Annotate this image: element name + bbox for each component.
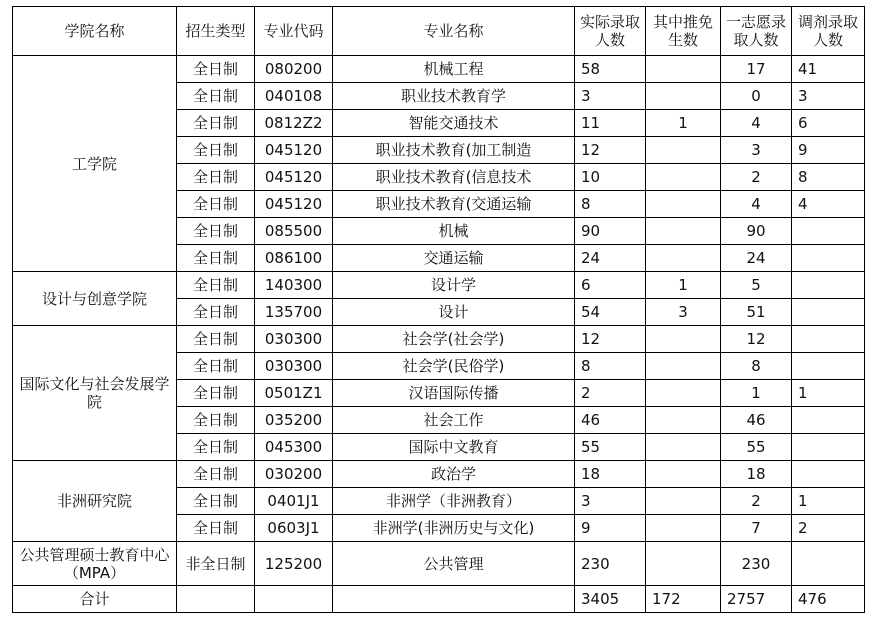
admission-table <box>12 6 865 613</box>
cell-code: 045120 <box>255 164 333 191</box>
cell-type: 全日制 <box>177 326 255 353</box>
cell-type: 全日制 <box>177 137 255 164</box>
header-code: 专业代码 <box>255 7 333 56</box>
cell-recommended <box>646 326 721 353</box>
cell-adjusted <box>792 461 865 488</box>
cell-adjusted: 8 <box>792 164 865 191</box>
cell-code: 045120 <box>255 191 333 218</box>
cell-recommended <box>646 488 721 515</box>
cell-recommended <box>646 245 721 272</box>
cell-adjusted <box>792 353 865 380</box>
cell-type: 非全日制 <box>177 542 255 586</box>
cell-code: 086100 <box>255 245 333 272</box>
cell-major: 社会学(社会学) <box>333 326 575 353</box>
cell-major: 国际中文教育 <box>333 434 575 461</box>
cell-adjusted: 1 <box>792 380 865 407</box>
cell-adjusted <box>792 542 865 586</box>
header-recommended: 其中推免生数 <box>646 7 721 56</box>
cell-first-choice: 2 <box>721 164 792 191</box>
cell-adjusted: 9 <box>792 137 865 164</box>
cell-major: 设计 <box>333 299 575 326</box>
cell-code: 125200 <box>255 542 333 586</box>
cell-adjusted: 3 <box>792 83 865 110</box>
table-row <box>13 272 865 299</box>
cell-major: 非洲学(非洲历史与文化) <box>333 515 575 542</box>
cell-actual: 24 <box>575 245 646 272</box>
cell-first-choice: 4 <box>721 191 792 218</box>
cell-adjusted: 1 <box>792 488 865 515</box>
cell-actual: 58 <box>575 56 646 83</box>
cell-recommended: 3 <box>646 299 721 326</box>
header-type: 招生类型 <box>177 7 255 56</box>
cell-recommended: 1 <box>646 272 721 299</box>
cell-major: 公共管理 <box>333 542 575 586</box>
cell-adjusted <box>792 434 865 461</box>
cell-first-choice: 51 <box>721 299 792 326</box>
cell-code: 080200 <box>255 56 333 83</box>
cell-recommended <box>646 515 721 542</box>
cell-adjusted: 4 <box>792 191 865 218</box>
cell-actual: 230 <box>575 542 646 586</box>
cell-actual: 55 <box>575 434 646 461</box>
cell-actual: 11 <box>575 110 646 137</box>
cell-actual: 8 <box>575 353 646 380</box>
cell-code: 0603J1 <box>255 515 333 542</box>
total-empty-major <box>333 586 575 613</box>
header-actual: 实际录取人数 <box>575 7 646 56</box>
cell-recommended <box>646 434 721 461</box>
table-body <box>13 56 865 613</box>
cell-recommended <box>646 164 721 191</box>
cell-code: 0812Z2 <box>255 110 333 137</box>
cell-actual: 54 <box>575 299 646 326</box>
cell-first-choice: 230 <box>721 542 792 586</box>
table-row <box>13 461 865 488</box>
college-name: 设计与创意学院 <box>13 272 177 326</box>
cell-type: 全日制 <box>177 407 255 434</box>
cell-recommended: 1 <box>646 110 721 137</box>
cell-major: 汉语国际传播 <box>333 380 575 407</box>
total-adjusted: 476 <box>792 586 865 613</box>
header-college: 学院名称 <box>13 7 177 56</box>
cell-major: 设计学 <box>333 272 575 299</box>
cell-major: 机械工程 <box>333 56 575 83</box>
cell-actual: 3 <box>575 488 646 515</box>
cell-major: 职业技术教育学 <box>333 83 575 110</box>
cell-code: 030300 <box>255 353 333 380</box>
cell-major: 非洲学（非洲教育） <box>333 488 575 515</box>
total-empty-type <box>177 586 255 613</box>
cell-code: 040108 <box>255 83 333 110</box>
header-first-choice: 一志愿录取人数 <box>721 7 792 56</box>
cell-recommended <box>646 380 721 407</box>
cell-first-choice: 2 <box>721 488 792 515</box>
cell-type: 全日制 <box>177 272 255 299</box>
cell-type: 全日制 <box>177 56 255 83</box>
cell-major: 机械 <box>333 218 575 245</box>
cell-adjusted: 6 <box>792 110 865 137</box>
cell-recommended <box>646 56 721 83</box>
total-row <box>13 586 865 613</box>
cell-code: 045300 <box>255 434 333 461</box>
cell-actual: 46 <box>575 407 646 434</box>
cell-major: 交通运输 <box>333 245 575 272</box>
cell-type: 全日制 <box>177 353 255 380</box>
header-row <box>13 7 865 56</box>
cell-major: 社会工作 <box>333 407 575 434</box>
cell-recommended <box>646 353 721 380</box>
cell-adjusted <box>792 245 865 272</box>
cell-first-choice: 1 <box>721 380 792 407</box>
cell-first-choice: 17 <box>721 56 792 83</box>
total-first-choice: 2757 <box>721 586 792 613</box>
cell-actual: 3 <box>575 83 646 110</box>
cell-first-choice: 5 <box>721 272 792 299</box>
table-row <box>13 326 865 353</box>
total-recommended: 172 <box>646 586 721 613</box>
cell-first-choice: 18 <box>721 461 792 488</box>
cell-first-choice: 12 <box>721 326 792 353</box>
table-row <box>13 542 865 586</box>
cell-major: 职业技术教育(加工制造 <box>333 137 575 164</box>
cell-code: 0501Z1 <box>255 380 333 407</box>
cell-first-choice: 0 <box>721 83 792 110</box>
cell-first-choice: 90 <box>721 218 792 245</box>
header-adjusted: 调剂录取人数 <box>792 7 865 56</box>
cell-type: 全日制 <box>177 380 255 407</box>
cell-adjusted <box>792 326 865 353</box>
cell-code: 030300 <box>255 326 333 353</box>
cell-code: 045120 <box>255 137 333 164</box>
cell-recommended <box>646 461 721 488</box>
cell-actual: 6 <box>575 272 646 299</box>
college-name: 国际文化与社会发展学院 <box>13 326 177 461</box>
cell-code: 140300 <box>255 272 333 299</box>
cell-code: 135700 <box>255 299 333 326</box>
cell-first-choice: 8 <box>721 353 792 380</box>
cell-recommended <box>646 191 721 218</box>
table-row <box>13 56 865 83</box>
total-actual: 3405 <box>575 586 646 613</box>
cell-recommended <box>646 407 721 434</box>
cell-recommended <box>646 83 721 110</box>
cell-first-choice: 46 <box>721 407 792 434</box>
cell-code: 085500 <box>255 218 333 245</box>
cell-actual: 12 <box>575 326 646 353</box>
cell-type: 全日制 <box>177 164 255 191</box>
cell-type: 全日制 <box>177 488 255 515</box>
cell-actual: 12 <box>575 137 646 164</box>
cell-actual: 2 <box>575 380 646 407</box>
cell-actual: 18 <box>575 461 646 488</box>
cell-type: 全日制 <box>177 434 255 461</box>
total-empty-code <box>255 586 333 613</box>
cell-first-choice: 55 <box>721 434 792 461</box>
cell-type: 全日制 <box>177 110 255 137</box>
cell-code: 030200 <box>255 461 333 488</box>
cell-type: 全日制 <box>177 299 255 326</box>
cell-first-choice: 3 <box>721 137 792 164</box>
cell-major: 政治学 <box>333 461 575 488</box>
college-name: 公共管理硕士教育中心（MPA） <box>13 542 177 586</box>
cell-type: 全日制 <box>177 515 255 542</box>
header-major: 专业名称 <box>333 7 575 56</box>
cell-adjusted <box>792 272 865 299</box>
cell-type: 全日制 <box>177 191 255 218</box>
total-label: 合计 <box>13 586 177 613</box>
cell-major: 职业技术教育(交通运输 <box>333 191 575 218</box>
cell-adjusted: 2 <box>792 515 865 542</box>
college-name: 工学院 <box>13 56 177 272</box>
cell-actual: 8 <box>575 191 646 218</box>
cell-major: 智能交通技术 <box>333 110 575 137</box>
college-name: 非洲研究院 <box>13 461 177 542</box>
cell-type: 全日制 <box>177 218 255 245</box>
cell-first-choice: 24 <box>721 245 792 272</box>
cell-recommended <box>646 218 721 245</box>
cell-actual: 9 <box>575 515 646 542</box>
cell-first-choice: 4 <box>721 110 792 137</box>
cell-major: 社会学(民俗学) <box>333 353 575 380</box>
cell-type: 全日制 <box>177 83 255 110</box>
cell-type: 全日制 <box>177 461 255 488</box>
cell-code: 035200 <box>255 407 333 434</box>
cell-recommended <box>646 542 721 586</box>
cell-actual: 90 <box>575 218 646 245</box>
cell-code: 0401J1 <box>255 488 333 515</box>
cell-major: 职业技术教育(信息技术 <box>333 164 575 191</box>
cell-first-choice: 7 <box>721 515 792 542</box>
cell-adjusted <box>792 218 865 245</box>
cell-type: 全日制 <box>177 245 255 272</box>
cell-adjusted <box>792 299 865 326</box>
cell-adjusted <box>792 407 865 434</box>
cell-adjusted: 41 <box>792 56 865 83</box>
cell-recommended <box>646 137 721 164</box>
cell-actual: 10 <box>575 164 646 191</box>
